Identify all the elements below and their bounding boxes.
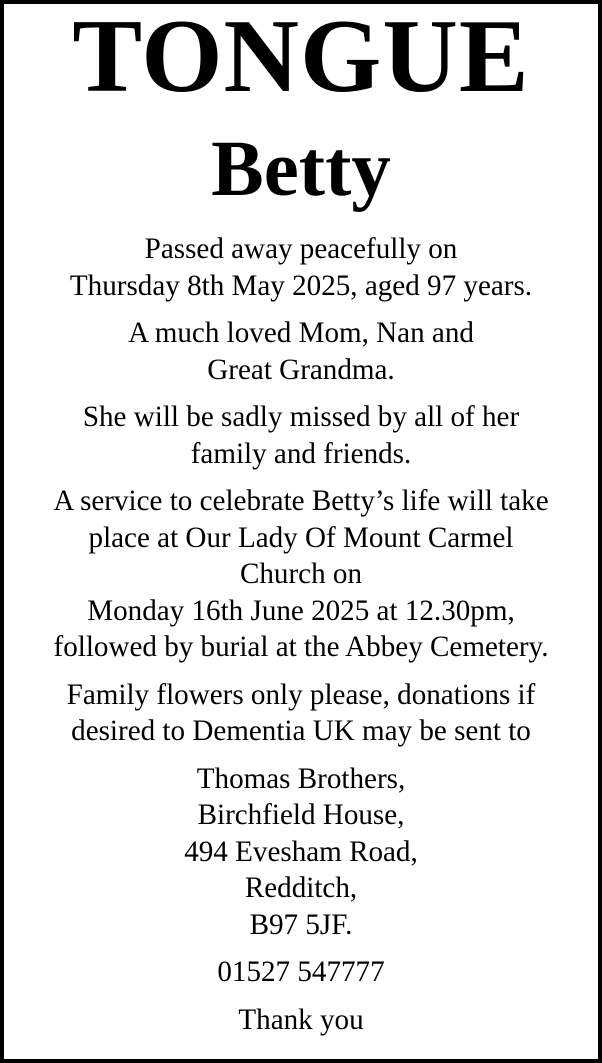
funeral-director-address (4, 761, 598, 944)
service-details (4, 483, 598, 666)
text-line: 01527 547777 (217, 956, 385, 988)
forename-heading: Betty (211, 126, 391, 213)
family-relationship (4, 315, 598, 388)
text-line: A service to celebrate Betty’s life will take (53, 485, 549, 517)
text-line: 494 Evesham Road, (184, 835, 418, 868)
text-line: place at Our Lady Of Mount Carmel (88, 521, 514, 554)
text-line: Thursday 8th May 2025, aged 97 years. (69, 269, 533, 302)
surname-heading: TONGUE (72, 0, 530, 114)
text-line: followed by burial at the Abbey Cemetery. (53, 631, 549, 663)
passing-announcement (4, 231, 598, 304)
text-line: Thank you (238, 1003, 364, 1036)
text-line: A much loved Mom, Nan and (128, 317, 474, 349)
text-line: family and friends. (190, 437, 412, 470)
text-line: desired to Dementia UK may be sent to (71, 715, 531, 747)
text-line: Thomas Brothers, (196, 762, 406, 795)
text-line: She will be sadly missed by all of her (82, 401, 520, 433)
phone-number (4, 954, 598, 991)
flowers-donations (4, 677, 598, 750)
thank-you (4, 1002, 598, 1039)
notice-body (4, 231, 598, 1049)
missed-message (4, 399, 598, 472)
text-line: Birchfield House, (197, 799, 405, 831)
text-line: Family flowers only please, donations if (66, 678, 536, 711)
text-line: Passed away peacefully on (144, 233, 458, 265)
text-line: Church on (239, 558, 362, 590)
text-line: Redditch, (244, 872, 358, 904)
text-line: B97 5JF. (249, 908, 353, 941)
text-line: Great Grandma. (207, 353, 395, 386)
text-line: Monday 16th June 2025 at 12.30pm, (87, 594, 515, 627)
